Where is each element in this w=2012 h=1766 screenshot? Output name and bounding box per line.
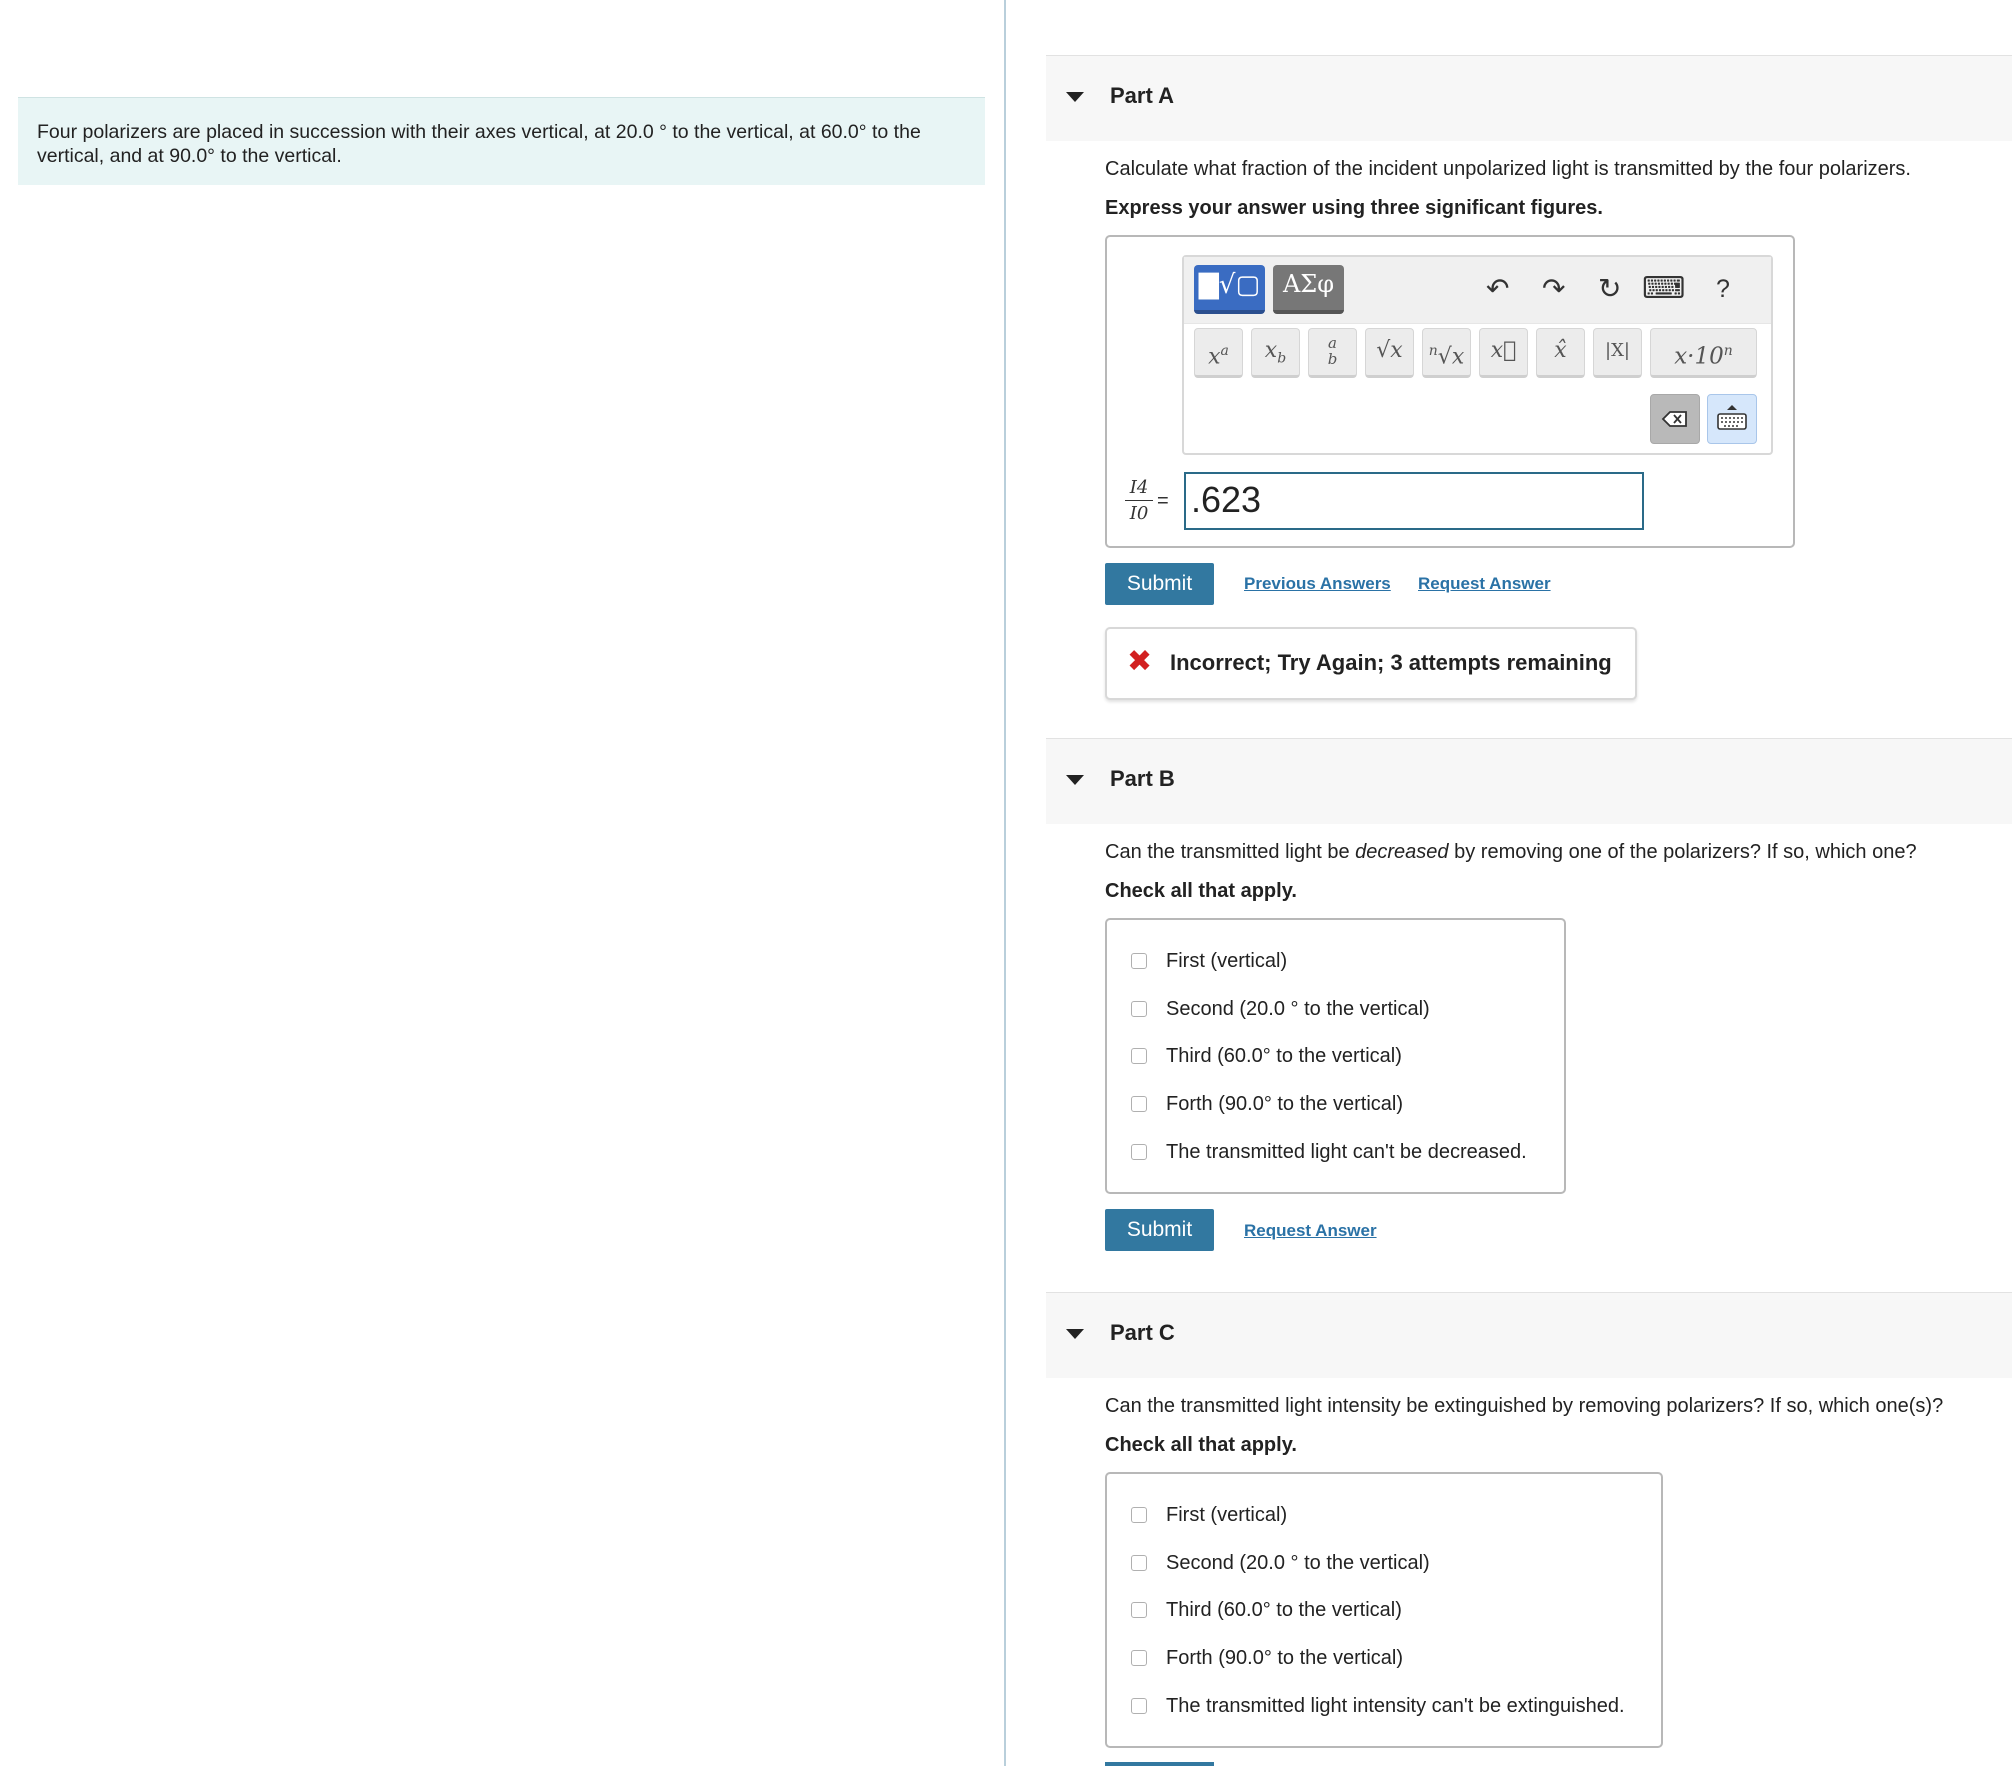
choice-label: First (vertical) [1166, 950, 1288, 972]
templates-button[interactable]: ▇√▢ [1194, 265, 1265, 314]
fraction-button[interactable]: a b [1308, 328, 1357, 378]
part-b-submit-button[interactable]: Submit [1105, 1209, 1214, 1251]
choice-label: First (vertical) [1166, 1504, 1288, 1526]
incorrect-icon: ✖ [1127, 645, 1153, 678]
part-c-title: Part C [1110, 1320, 1175, 1345]
choice-label: The transmitted light can't be decreased. [1166, 1141, 1527, 1163]
answer-variable-fraction [1125, 477, 1153, 524]
checkbox[interactable] [1131, 953, 1147, 969]
part-c-submit-button-edge[interactable] [1105, 1762, 1214, 1766]
problem-intro [18, 97, 985, 185]
checkbox[interactable] [1131, 1144, 1147, 1160]
answer-entry-box [1105, 235, 1795, 548]
part-b-title: Part B [1110, 766, 1175, 791]
square-root-button[interactable]: √x [1365, 328, 1414, 378]
backspace-icon [1651, 395, 1699, 443]
choice-label: Third (60.0° to the vertical) [1166, 1045, 1402, 1067]
keyboard-shortcuts-icon[interactable]: ⌨ [1642, 272, 1686, 305]
choice-label: Third (60.0° to the vertical) [1166, 1599, 1402, 1621]
part-b-question-end: by removing one of the polarizers? If so, which one? [1448, 841, 1917, 863]
absolute-value-button[interactable]: |X| [1593, 328, 1642, 378]
part-b-question-emphasis: decreased [1355, 841, 1449, 863]
toggle-keyboard-button[interactable] [1707, 394, 1757, 444]
choice-label: Second (20.0 ° to the vertical) [1166, 998, 1430, 1020]
collapse-caret-icon[interactable] [1066, 775, 1084, 785]
part-b-header[interactable] [1046, 738, 2012, 824]
part-a-question: Calculate what fraction of the incident unpolarized light is transmitted by the four polarizers. [1105, 158, 1911, 180]
choice-label: Forth (90.0° to the vertical) [1166, 1093, 1403, 1115]
equals-sign: = [1157, 490, 1169, 512]
checkbox[interactable] [1131, 1048, 1147, 1064]
redo-icon[interactable]: ↷ [1542, 273, 1566, 304]
part-a-instruction: Express your answer using three significant figures. [1105, 197, 1603, 219]
part-a-submit-button[interactable]: Submit [1105, 563, 1214, 605]
part-a-header[interactable] [1046, 55, 2012, 141]
reset-icon[interactable]: ↻ [1598, 273, 1622, 304]
part-c-header[interactable] [1046, 1292, 2012, 1378]
checkbox[interactable] [1131, 1555, 1147, 1571]
choice-label: Second (20.0 ° to the vertical) [1166, 1552, 1430, 1574]
checkbox[interactable] [1131, 1507, 1147, 1523]
part-a-title: Part A [1110, 83, 1174, 108]
parts-pane [1006, 0, 2012, 1766]
keyboard-icon [1708, 395, 1756, 443]
part-b-instruction: Check all that apply. [1105, 880, 1297, 902]
superscript-button[interactable]: $x^a$ [1194, 328, 1243, 378]
problem-statement-pane [0, 0, 1004, 1766]
collapse-caret-icon[interactable] [1066, 1329, 1084, 1339]
part-b-question [1105, 841, 1917, 864]
part-c-question: Can the transmitted light intensity be extinguished by removing polarizers? If so, which one(s)? [1105, 1395, 1944, 1417]
fraction-denominator: I0 [1129, 503, 1149, 524]
undo-icon[interactable]: ↶ [1486, 273, 1510, 304]
previous-answers-link[interactable]: Previous Answers [1244, 574, 1391, 593]
choice-label: Forth (90.0° to the vertical) [1166, 1647, 1403, 1669]
problem-intro-line-2: vertical, and at 90.0° to the vertical. [37, 145, 342, 167]
unit-vector-button[interactable]: x̂ [1536, 328, 1585, 378]
choice-label: The transmitted light intensity can't be extinguished. [1166, 1695, 1625, 1717]
scientific-notation-button[interactable]: $x\cdot 10^n$ [1650, 328, 1757, 378]
subscript-button[interactable]: $x_b$ [1251, 328, 1300, 378]
checkbox[interactable] [1131, 1698, 1147, 1714]
greek-symbols-button[interactable]: ΑΣφ [1273, 265, 1344, 314]
delete-button[interactable] [1650, 394, 1700, 444]
part-b-request-answer-link[interactable]: Request Answer [1244, 1221, 1377, 1240]
checkbox[interactable] [1131, 1650, 1147, 1666]
math-toolbar-top [1184, 257, 1771, 324]
checkbox[interactable] [1131, 1001, 1147, 1017]
part-c-choices [1105, 1472, 1663, 1748]
feedback-message [1105, 627, 1637, 700]
nth-root-button[interactable]: $^n$√x [1422, 328, 1471, 378]
help-icon[interactable]: ? [1716, 275, 1730, 303]
part-b-question-start: Can the transmitted light be [1105, 841, 1356, 863]
part-a-request-answer-link[interactable]: Request Answer [1418, 574, 1551, 593]
problem-intro-line-1: Four polarizers are placed in succession with their axes vertical, at 20.0 ° to the vertical, at 60.0° to the [37, 121, 921, 143]
answer-input[interactable]: .623 [1184, 472, 1644, 530]
part-c-instruction: Check all that apply. [1105, 1434, 1297, 1456]
feedback-text: Incorrect; Try Again; 3 attempts remaining [1170, 650, 1612, 675]
checkbox[interactable] [1131, 1096, 1147, 1112]
collapse-caret-icon[interactable] [1066, 92, 1084, 102]
part-b-choices [1105, 918, 1566, 1194]
fraction-numerator: I4 [1125, 477, 1153, 501]
math-toolbar [1182, 255, 1773, 455]
vector-button[interactable]: x⃗ [1479, 328, 1528, 378]
checkbox[interactable] [1131, 1602, 1147, 1618]
